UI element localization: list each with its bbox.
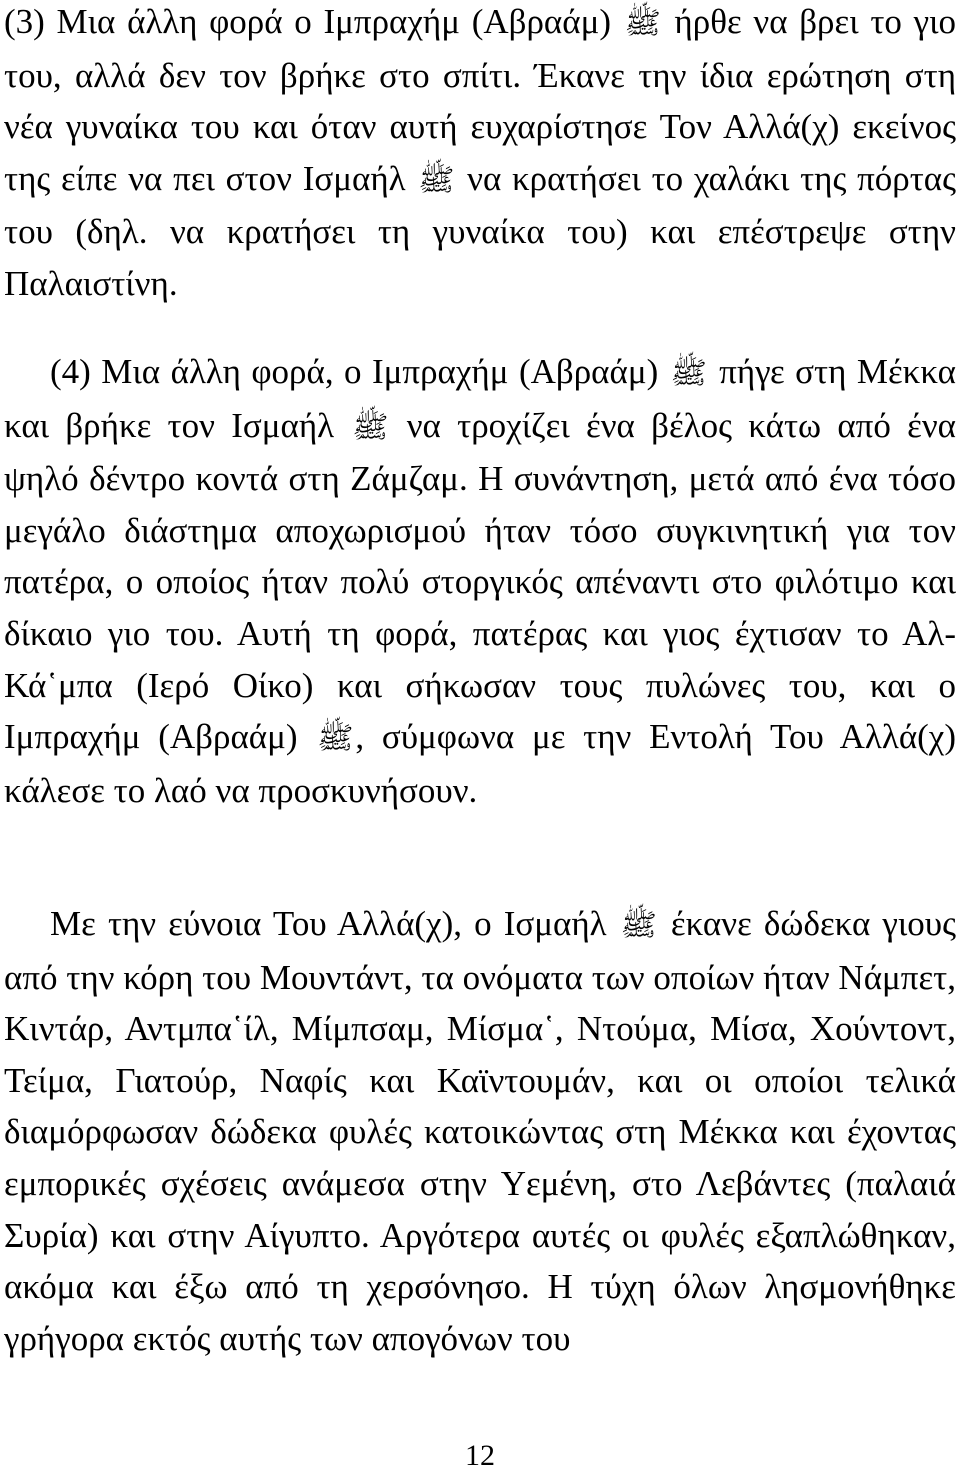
blessing-seal-icon: ﷺ (670, 356, 707, 391)
paragraph-4 (4, 346, 956, 816)
paragraph-3 (4, 0, 956, 310)
paragraph-text: Με την εύνοια Του Αλλά(χ), ο Ισμαήλ (50, 904, 619, 943)
blessing-seal-icon: ﷺ (620, 908, 657, 943)
paragraph-text: έκανε δώδεκα γιους από την κόρη του Μουντάντ, τα ονόματα των οποίων ήταν Νάμπετ, Κιντάρ, Αντμπα῾ίλ, Μίμπσαμ, Μίσμα῾, Ντούμα, Μίσα, Χούντοντ, Τείμα, Γιατούρ, Ναφίς και Καϊντουμάν, και οι οποίοι τελικά διαμόρφωσαν δώδεκα φυλές κατοικώντας στη Μέκκα και έχοντας εμπορικές σχέσεις ανάμεσα στην Υεμένη, στο Λεβάντες (παλαιά Συρία) και στην Αίγυπτο. Αργότερα αυτές οι φυλές εξαπλώθηκαν, ακόμα και έξω από τη χερσόνησο. Η τύχη όλων λησμονήθηκε γρήγορα εκτός αυτής των απογόνων του (4, 904, 956, 1358)
paragraph-text: πήγε στη Μέκκα και βρήκε τον Ισμαήλ (4, 352, 956, 445)
page-number: 12 (465, 1439, 495, 1472)
paragraph-text: , σύμφωνα με την Εντολή Του Αλλά(χ) κάλεσε το λαό να προσκυνήσουν. (4, 717, 956, 810)
paragraph-text: (3) Μια άλλη φορά ο Ιμπραχήμ (Αβραάμ) (4, 2, 623, 41)
paragraph-5 (4, 898, 956, 1364)
paragraph-text: να κρατήσει το χαλάκι της πόρτας του (δηλ. να κρατήσει τη γυναίκα του) και επέστρεψε στην Παλαιστίνη. (4, 158, 957, 303)
blessing-seal-icon: ﷺ (418, 162, 455, 198)
paragraph-text: ήρθε να βρει το γιο του, αλλά δεν τον βρήκε στο σπίτι. Έκανε την ίδια ερώτηση στη νέα γυναίκα του και όταν αυτή ευχαρίστησε Τον Αλλά(χ) εκείνος της είπε να πει στον Ισμαήλ (4, 2, 956, 198)
blessing-seal-icon: ﷺ (352, 409, 389, 445)
blessing-seal-icon: ﷺ (317, 721, 354, 757)
paragraph-text: (4) Μια άλλη φορά, ο Ιμπραχήμ (Αβραάμ) (50, 352, 669, 391)
paragraph-text: να τροχίζει ένα βέλος κάτω από ένα ψηλό δέντρο κοντά στη Ζάμζαμ. Η συνάντηση, μετά από ένα τόσο μεγάλο διάστημα αποχωρισμού ήταν τόσο συγκινητική για τον πατέρα, ο οποίος ήταν πολύ στοργικός απέναντι στο φιλότιμο και δίκαιο γιο του. Αυτή τη φορά, πατέρας και γιος έχτισαν το Αλ-Κά῾μπα (Ιερό Οίκο) και σήκωσαν τους πυλώνες του, και ο Ιμπραχήμ (Αβραάμ) (4, 405, 956, 757)
blessing-seal-icon: ﷺ (624, 6, 661, 41)
